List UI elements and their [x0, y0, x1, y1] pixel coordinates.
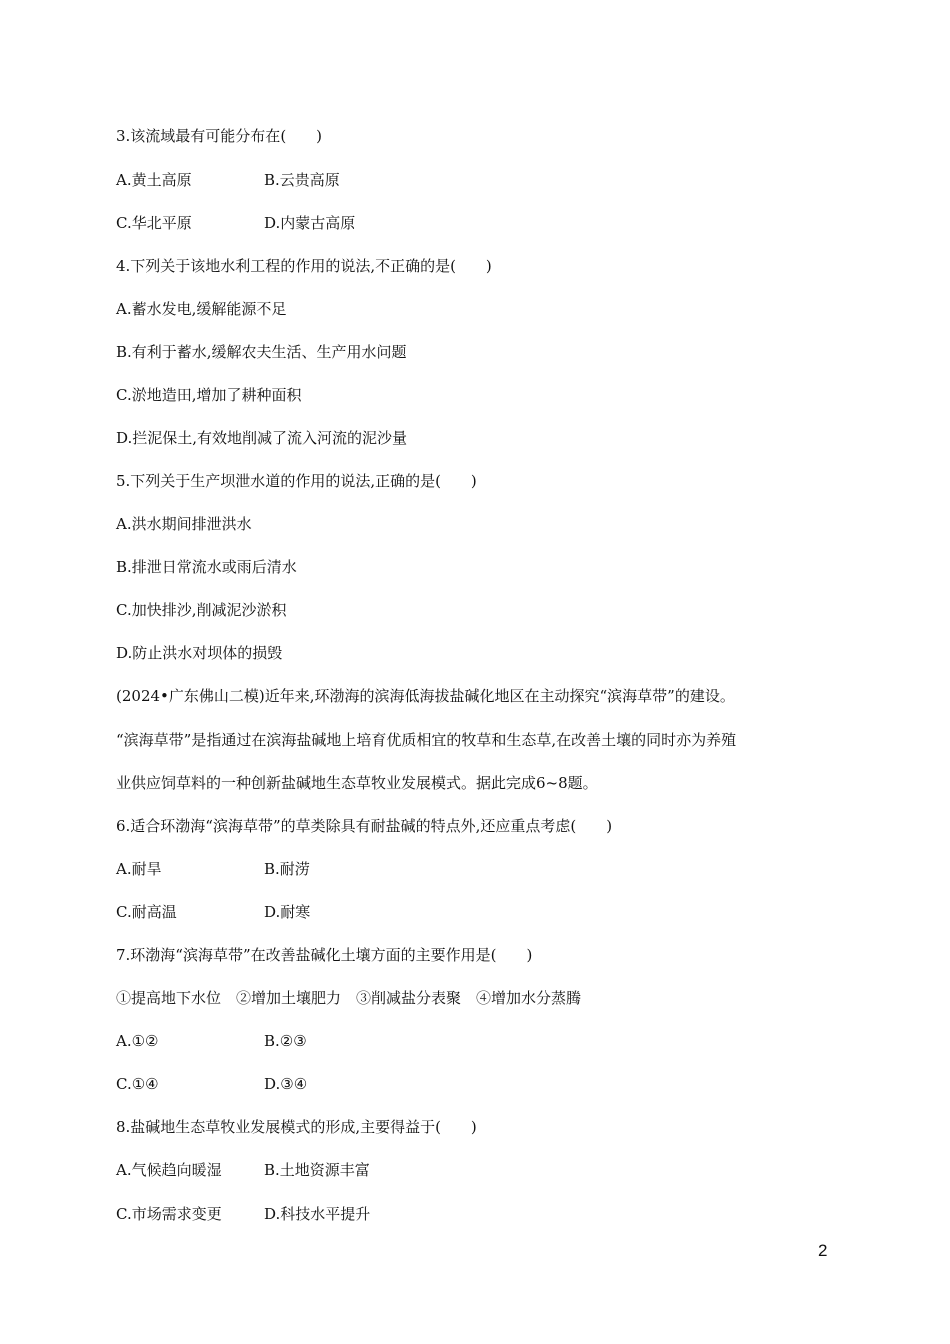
passage-line-2: “滨海草带”是指通过在滨海盐碱地上培育优质相宜的牧草和生态草,在改善土壤的同时亦为养殖: [116, 731, 737, 749]
question-6-stem: 6.适合环渤海“滨海草带”的草类除具有耐盐碱的特点外,还应重点考虑( ): [116, 817, 613, 835]
question-4-option-c: C.淤地造田,增加了耕种面积: [116, 386, 302, 404]
question-7-statements: ①提高地下水位 ②增加土壤肥力 ③削减盐分表聚 ④增加水分蒸腾: [116, 989, 582, 1007]
question-7-option-c: C.①④: [116, 1075, 159, 1093]
question-3-option-a: A.黄土高原: [116, 171, 192, 189]
question-7-stem: 7.环渤海“滨海草带”在改善盐碱化土壤方面的主要作用是( ): [116, 946, 533, 964]
passage-line-3: 业供应饲草料的一种创新盐碱地生态草牧业发展模式。据此完成6~8题。: [116, 774, 598, 792]
page-number: 2: [818, 1241, 828, 1260]
question-5-option-d: D.防止洪水对坝体的损毁: [116, 644, 283, 662]
question-4-option-a: A.蓄水发电,缓解能源不足: [116, 300, 287, 318]
question-8-option-a: A.气候趋向暖湿: [116, 1161, 222, 1179]
question-6-option-c: C.耐高温: [116, 903, 177, 921]
question-3-stem: 3.该流域最有可能分布在( ): [116, 127, 323, 145]
question-5-option-c: C.加快排沙,削减泥沙淤积: [116, 601, 287, 619]
question-6-option-b: B.耐涝: [264, 860, 310, 878]
passage-line-1: (2024•广东佛山二模)近年来,环渤海的滨海低海拔盐碱化地区在主动探究“滨海草带”的建设。: [116, 687, 735, 705]
question-4-option-d: D.拦泥保土,有效地削减了流入河流的泥沙量: [116, 429, 408, 447]
question-4-option-b: B.有利于蓄水,缓解农夫生活、生产用水问题: [116, 343, 407, 361]
question-8-option-d: D.科技水平提升: [264, 1205, 371, 1223]
question-7-option-b: B.②③: [264, 1032, 307, 1050]
question-7-option-d: D.③④: [264, 1075, 308, 1093]
question-8-option-c: C.市场需求变更: [116, 1205, 222, 1223]
question-6-option-d: D.耐寒: [264, 903, 311, 921]
question-6-option-a: A.耐旱: [116, 860, 162, 878]
question-5-option-b: B.排泄日常流水或雨后清水: [116, 558, 297, 576]
question-4-stem: 4.下列关于该地水利工程的作用的说法,不正确的是( ): [116, 257, 492, 275]
question-5-stem: 5.下列关于生产坝泄水道的作用的说法,正确的是( ): [116, 472, 477, 490]
question-8-option-b: B.土地资源丰富: [264, 1161, 370, 1179]
question-3-option-b: B.云贵高原: [264, 171, 340, 189]
question-3-option-d: D.内蒙古高原: [264, 214, 356, 232]
question-5-option-a: A.洪水期间排泄洪水: [116, 515, 252, 533]
question-7-option-a: A.①②: [116, 1032, 159, 1050]
question-8-stem: 8.盐碱地生态草牧业发展模式的形成,主要得益于( ): [116, 1118, 477, 1136]
question-3-option-c: C.华北平原: [116, 214, 192, 232]
